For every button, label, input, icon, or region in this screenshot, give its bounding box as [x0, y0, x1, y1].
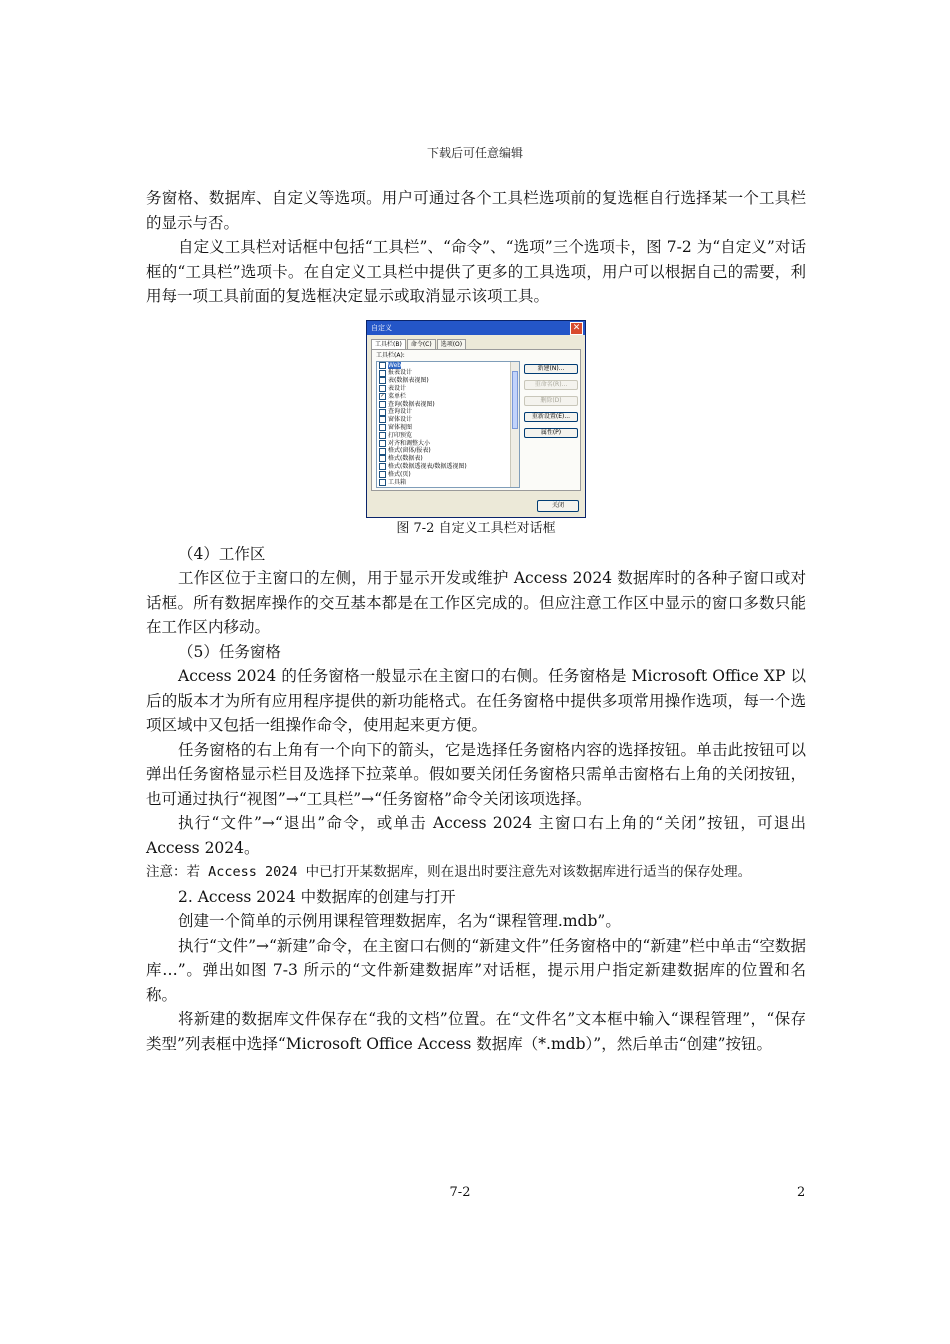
list-item[interactable]	[377, 377, 519, 385]
list-item-label: Web	[388, 361, 402, 369]
paragraph: 执行“文件”→“新建”命令，在主窗口右侧的“新建文件”任务窗格中的“新建”栏中单击“空数据库…”。弹出如图 7-3 所示的“文件新建数据库”对话框，提示用户指定新建数据库的位置和名称。	[146, 936, 806, 1004]
list-item[interactable]	[377, 447, 519, 455]
list-item[interactable]	[377, 424, 519, 432]
figure-7-2	[146, 313, 806, 518]
list-item[interactable]	[377, 385, 519, 393]
list-item[interactable]	[377, 432, 519, 440]
paragraph: 将新建的数据库文件保存在“我的文档”位置。在“文件名”文本框中输入“课程管理”，“保存类型”列表框中选择“Microsoft Office Access 数据库（*.mdb）”，然后单击“创建”按钮。	[146, 1010, 806, 1053]
checkbox[interactable]	[379, 432, 386, 439]
list-item-label: 工具箱	[388, 478, 407, 486]
list-item-label: 打印预览	[388, 431, 413, 439]
list-item-label: 表设计	[388, 385, 407, 393]
paragraph: Access 2024 的任务窗格一般显示在主窗口的右侧。任务窗格是 Microsoft Office XP 以后的版本才为所有应用程序提供的新功能格式。在任务窗格中提供多项常用操作选项，每一个选项区域中又包括一组操作命令，使用起来更方便。	[146, 667, 806, 734]
checkbox[interactable]	[379, 401, 386, 408]
paragraph: 工作区位于主窗口的左侧，用于显示开发或维护 Access 2024 数据库时的各种子窗口或对话框。所有数据库操作的交互基本都是在工作区完成的。但应注意工作区中显示的窗口多数只能在工作区内移动。	[146, 569, 806, 636]
list-item-label: 菜单栏	[388, 392, 407, 400]
tab-toolbars[interactable]: 工具栏(B)	[371, 339, 406, 350]
list-item-label: 查询(数据表视图)	[388, 400, 435, 408]
checkbox[interactable]: ✓	[380, 393, 385, 400]
checkbox[interactable]	[379, 362, 386, 369]
list-item[interactable]	[377, 369, 519, 377]
paragraph: 执行“文件”→“退出”命令，或单击 Access 2024 主窗口右上角的“关闭”按钮，可退出 Access 2024。	[146, 814, 806, 857]
tab-panel	[371, 349, 581, 491]
checkbox[interactable]	[379, 448, 386, 455]
list-item[interactable]	[377, 478, 519, 486]
close-button[interactable]: 关闭	[537, 500, 579, 512]
list-item-label: 窗体设计	[388, 416, 413, 424]
close-icon[interactable]: ✕	[570, 322, 583, 335]
list-item[interactable]	[377, 471, 519, 479]
paragraph: 创建一个简单的示例用课程管理数据库，名为“课程管理.mdb”。	[178, 912, 621, 930]
checkbox[interactable]	[379, 370, 386, 377]
checkbox[interactable]	[379, 409, 386, 416]
section-heading: 2. Access 2024 中数据库的创建与打开	[178, 887, 456, 906]
list-scrollbar[interactable]	[510, 362, 519, 487]
checkbox[interactable]	[379, 463, 386, 470]
list-item[interactable]	[377, 455, 519, 463]
dialog-button: 删除(D)	[524, 396, 578, 406]
toolbar-list[interactable]	[376, 361, 520, 488]
toolbar-list-label: 工具栏(A):	[376, 351, 405, 359]
dialog-button[interactable]: 重新设置(E)...	[524, 412, 578, 422]
checkbox[interactable]	[379, 416, 386, 423]
customize-dialog	[366, 320, 586, 518]
figure-caption: 图 7-2 自定义工具栏对话框	[396, 520, 556, 536]
checkbox[interactable]	[379, 440, 386, 447]
note-paragraph: 注意：若 Access 2024 中已打开某数据库，则在退出时要注意先对该数据库进行适当的保存处理。	[146, 864, 752, 880]
paragraph: 任务窗格的右上角有一个向下的箭头，它是选择任务窗格内容的选择按钮。单击此按钮可以弹出任务窗格显示栏目及选择下拉菜单。假如要关闭任务窗格只需单击窗格右上角的关闭按钮，也可通过执行“视图”→“工具栏”→“任务窗格”命令关闭该项选择。	[146, 740, 806, 808]
list-item-label: 窗体视图	[388, 424, 413, 432]
list-item[interactable]	[377, 408, 519, 416]
list-item-label: 对齐和调整大小	[388, 439, 431, 447]
section-heading: （4）工作区	[178, 544, 266, 563]
list-item[interactable]	[377, 416, 519, 424]
list-item-label: 格式(页)	[388, 470, 411, 478]
list-item-label: 查询设计	[388, 408, 413, 416]
page-label: 7-2	[449, 1185, 471, 1200]
list-item-label: 格式(数据透视表/数据透视图)	[388, 463, 467, 470]
dialog-buttons	[524, 364, 578, 444]
dialog-title: 自定义	[371, 323, 392, 332]
dialog-button[interactable]: 属性(P)	[524, 428, 578, 438]
checkbox[interactable]	[379, 377, 386, 384]
dialog-button: 重命名(R)...	[524, 380, 578, 390]
page-number: 2	[797, 1185, 806, 1200]
list-item-label: 格式(窗体/报表)	[388, 447, 431, 455]
checkbox[interactable]	[379, 424, 386, 431]
page-header: 下载后可任意编辑	[426, 146, 523, 160]
list-item[interactable]	[377, 393, 519, 401]
scrollbar-thumb[interactable]	[512, 371, 518, 429]
checkbox[interactable]	[379, 385, 386, 392]
document-body	[146, 186, 806, 1056]
paragraph: 务窗格、数据库、自定义等选项。用户可通过各个工具栏选项前的复选框自行选择某一个工具栏的显示与否。	[146, 189, 806, 232]
section-heading: （5）任务窗格	[178, 642, 281, 661]
list-item-label: 报表设计	[388, 369, 413, 377]
tab-commands[interactable]: 命令(C)	[407, 339, 436, 349]
checkbox[interactable]	[379, 455, 386, 462]
dialog-button[interactable]: 新建(N)...	[524, 364, 578, 374]
list-item-label: 表(数据表视图)	[388, 377, 429, 385]
checkbox[interactable]	[379, 479, 386, 486]
tab-options[interactable]: 选项(O)	[437, 339, 466, 349]
list-item[interactable]	[377, 463, 519, 471]
paragraph: 自定义工具栏对话框中包括“工具栏”、“命令”、“选项”三个选项卡，图 7-2 为“自定义”对话框的“工具栏”选项卡。在自定义工具栏中提供了更多的工具选项，用户可以根据自己的需要，利用每一项工具前面的复选框决定显示或取消显示该项工具。	[146, 238, 806, 305]
list-item-label: 格式(数据表)	[388, 455, 423, 463]
checkbox[interactable]	[379, 471, 386, 478]
dialog-titlebar	[367, 321, 585, 335]
